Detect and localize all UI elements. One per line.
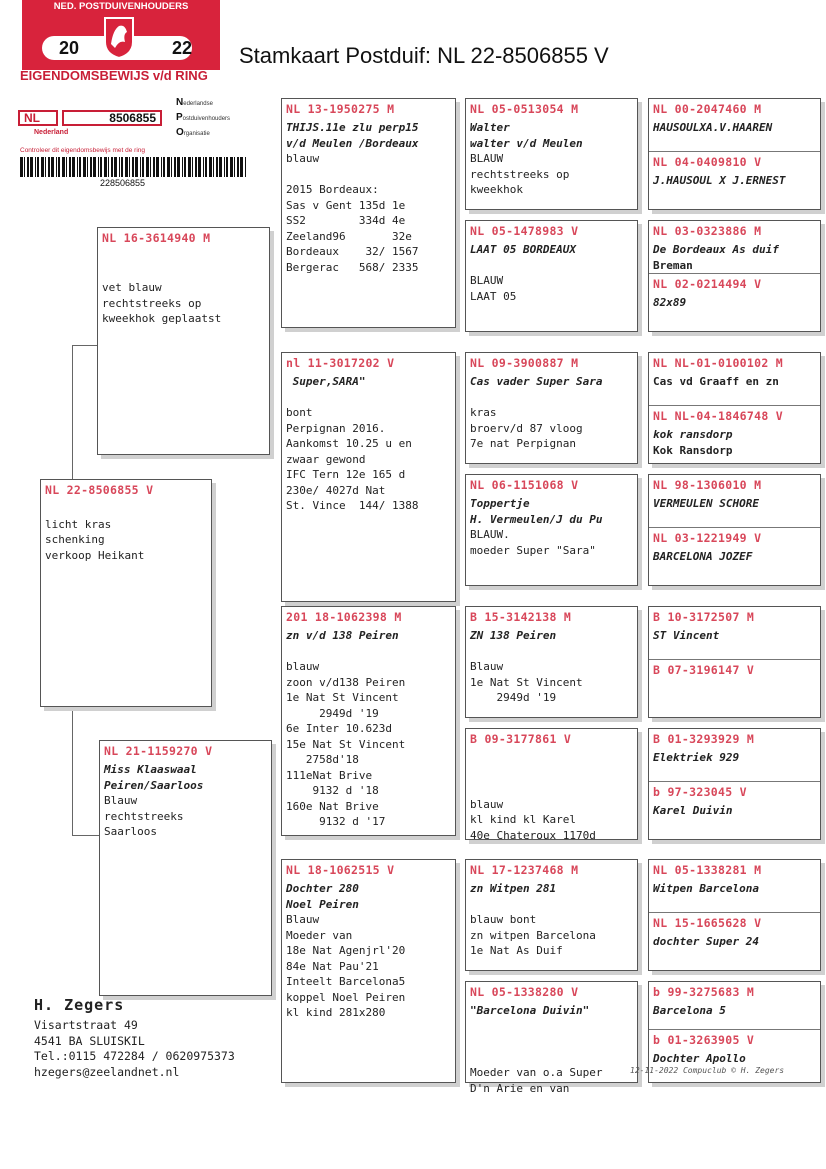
breeder-email: hzegers@zeelandnet.nl — [34, 1064, 180, 1079]
pigeon-note: zoon v/d138 Peiren — [286, 675, 406, 689]
pedigree-card-ss — [281, 98, 456, 328]
pedigree-card-g1 — [648, 98, 821, 210]
card-half-top — [649, 475, 820, 512]
pigeon-note: IFC Tern 12e 165 d — [286, 468, 406, 481]
pigeon-note: zn witpen Barcelona — [470, 928, 596, 942]
card-half-bot — [649, 405, 820, 458]
pigeon-name: Barcelona 5 — [653, 1004, 726, 1017]
barcode-bar — [114, 157, 117, 177]
pigeon-note — [466, 1050, 637, 1066]
pigeon-name: J.HAUSOUL X J.ERNEST — [653, 174, 786, 187]
card-half-bot — [649, 912, 820, 950]
ring-number: NL 06-1151068 V — [470, 478, 579, 492]
pigeon-name: walter v/d Meulen — [470, 136, 583, 150]
pigeon-note: koppel Noel Peiren — [286, 990, 406, 1004]
pigeon-name: v/d Meulen /Bordeaux — [286, 136, 419, 150]
barcode-bar — [79, 157, 81, 177]
pigeon-note — [98, 249, 269, 265]
card-half-top — [649, 729, 820, 766]
pigeon-note: 84e Nat Pau'21 — [286, 959, 379, 973]
pigeon-name: HAUSOULXA.V.HAAREN — [653, 121, 773, 134]
pigeon-name: ZN 138 Peiren — [470, 629, 557, 642]
ring-number: B 10-3172507 M — [653, 610, 755, 624]
pigeon-name: Miss Klaaswaal — [104, 763, 197, 776]
barcode-bar — [69, 157, 71, 177]
pedigree-card-g2 — [648, 220, 821, 332]
card-half-top — [649, 353, 820, 390]
sticker-org: NED. POSTDUIVENHOUDERS — [22, 0, 220, 14]
barcode-bar — [237, 157, 239, 177]
barcode — [20, 157, 246, 177]
barcode-bar — [35, 157, 36, 177]
pigeon-name-2: Cas vd Graaff en zn — [653, 375, 779, 388]
barcode-bar — [56, 157, 57, 177]
pigeon-note: rechtstreeks op — [102, 296, 202, 310]
pigeon-note — [466, 258, 637, 274]
ring-number: B 07-3196147 V — [653, 663, 755, 677]
barcode-bar — [62, 157, 65, 177]
barcode-bar — [192, 157, 193, 177]
connector-line — [72, 835, 100, 836]
ring-number: NL 02-0214494 V — [653, 277, 762, 291]
barcode-bar — [27, 157, 29, 177]
pigeon-note — [466, 1019, 637, 1035]
pigeon-note: broerv/d 87 vloog — [470, 421, 583, 435]
barcode-bar — [108, 157, 109, 177]
barcode-bar — [20, 157, 23, 177]
pigeon-name: ST Vincent — [653, 629, 720, 642]
barcode-bar — [230, 157, 233, 177]
pigeon-note: 6e Inter 10.623d — [286, 722, 392, 735]
ring-number: 201 18-1062398 M — [286, 610, 402, 624]
barcode-bar — [213, 157, 214, 177]
pigeon-note: 15e Nat St Vincent — [286, 737, 406, 751]
pigeon-name: Dochter Apollo — [653, 1052, 746, 1065]
pigeon-note: blauw — [470, 797, 504, 811]
barcode-bar — [150, 157, 151, 177]
connector-line — [72, 345, 98, 346]
breeder-phone: Tel.:0115 472284 / 0620975373 — [34, 1049, 235, 1063]
barcode-bar — [163, 157, 165, 177]
ring-number: NL 04-0409810 V — [653, 155, 762, 169]
barcode-bar — [24, 157, 25, 177]
ring-number: NL NL-01-0100102 M — [653, 356, 784, 370]
barcode-bar — [188, 157, 191, 177]
pigeon-note: 1e Nat St Vincent — [470, 675, 583, 689]
barcode-bar — [129, 157, 130, 177]
pigeon-note: kl kind kl Karel — [470, 813, 576, 826]
barcode-bar — [104, 157, 107, 177]
barcode-bar — [156, 157, 159, 177]
card-half-top — [649, 607, 820, 644]
pigeon-note: kweekhok geplaatst — [102, 312, 222, 325]
ownership-sticker — [4, 0, 244, 192]
pedigree-card-subject — [40, 479, 212, 707]
sticker-year-left: 20 — [59, 38, 80, 58]
pigeon-note: kras — [470, 406, 497, 419]
pigeon-note: rechtstreeks op — [470, 167, 570, 181]
ring-number: nl 11-3017202 V — [286, 356, 395, 370]
barcode-bar — [125, 157, 128, 177]
sticker-ring-number: 8506855 — [62, 110, 162, 126]
pigeon-name-2: Kok Ransdorp — [653, 443, 733, 457]
ring-number: NL 09-3900887 M — [470, 356, 579, 370]
pedigree-card-sds — [465, 352, 638, 464]
pedigree-card-ddd — [465, 981, 638, 1095]
pigeon-note: moeder Super "Sara" — [470, 543, 596, 557]
barcode-bar — [111, 157, 113, 177]
pigeon-name: LAAT 05 BORDEAUX — [470, 243, 576, 256]
barcode-bar — [177, 157, 180, 177]
barcode-bar — [90, 157, 92, 177]
pigeon-name: Witpen Barcelona — [653, 882, 759, 895]
barcode-bar — [121, 157, 123, 177]
barcode-bar — [140, 157, 141, 177]
pigeon-note: verkoop Heikant — [45, 548, 145, 562]
pigeon-note: 18e Nat Agenjrl'20 — [286, 944, 406, 957]
pigeon-note: BLAUW — [470, 274, 504, 287]
pigeon-name: BARCELONA JOZEF — [653, 550, 753, 563]
pigeon-note: Moeder van o.a Super — [470, 1066, 603, 1079]
barcode-bar — [209, 157, 212, 177]
pedigree-card-g5 — [648, 606, 821, 718]
ring-number: NL 05-0513054 M — [470, 102, 579, 116]
pigeon-note: Saarloos — [104, 825, 157, 838]
pedigree-card-g6 — [648, 728, 821, 840]
pigeon-note: blauw — [286, 152, 320, 165]
pigeon-note: BLAUW. — [470, 528, 510, 541]
ring-number: B 15-3142138 M — [470, 610, 572, 624]
pigeon-name: dochter Super 24 — [653, 935, 759, 948]
barcode-bar — [51, 157, 54, 177]
card-half-top — [649, 982, 820, 1019]
pedigree-card-dss — [465, 606, 638, 718]
pigeon-note — [466, 781, 637, 797]
pigeon-note: 111eNat Brive — [286, 768, 373, 782]
pigeon-note: Blauw — [104, 794, 138, 807]
pigeon-note: Perpignan 2016. — [286, 421, 386, 435]
ring-number: b 97-323045 V — [653, 785, 747, 799]
pedigree-card-dam — [99, 740, 272, 996]
ring-number: NL 05-1338281 M — [653, 863, 762, 877]
breeder-name: H. Zegers — [34, 996, 125, 1014]
ring-number: NL 03-0323886 M — [653, 224, 762, 238]
pigeon-note: 160e Nat Brive — [286, 799, 379, 813]
breeder-street: Visartstraat 49 — [34, 1018, 138, 1032]
pigeon-note: Aankomst 10.25 u en — [286, 437, 412, 450]
pigeon-name: zn v/d 138 Peiren — [286, 629, 399, 642]
pigeon-note: rechtstreeks — [104, 809, 184, 823]
pigeon-note: Sas v Gent 135d 1e — [286, 198, 406, 212]
barcode-bar — [234, 157, 235, 177]
pigeon-name: Noel Peiren — [286, 897, 359, 911]
ring-number: NL 16-3614940 M — [102, 231, 211, 245]
pigeon-name-2: Breman — [653, 258, 693, 272]
barcode-bar — [245, 157, 246, 177]
card-half-bot — [649, 781, 820, 819]
pigeon-note: Bordeaux 32/ 1567 — [286, 245, 419, 258]
pigeon-name: Dochter 280 — [286, 882, 359, 895]
barcode-bar — [174, 157, 176, 177]
pigeon-note: Moeder van — [286, 928, 353, 942]
pigeon-name: Walter — [470, 121, 510, 134]
ring-number: NL 00-2047460 M — [653, 102, 762, 116]
barcode-bar — [77, 157, 78, 177]
barcode-bar — [66, 157, 67, 177]
pigeon-note: 2949d '19 — [470, 691, 557, 704]
pedigree-card-sd — [281, 352, 456, 602]
sticker-year-right: 22 — [172, 38, 193, 58]
pigeon-name: Elektriek 929 — [653, 751, 740, 764]
barcode-bar — [240, 157, 243, 177]
ring-number: NL 21-1159270 V — [104, 744, 213, 758]
ring-number: NL NL-04-1846748 V — [653, 409, 784, 423]
barcode-bar — [45, 157, 46, 177]
pigeon-note — [466, 897, 637, 913]
barcode-bar — [205, 157, 207, 177]
pigeon-note: 2758d'18 — [286, 753, 359, 766]
ring-number: B 09-3177861 V — [470, 732, 572, 746]
ring-number: NL 22-8506855 V — [45, 483, 154, 497]
pedigree-card-dds — [465, 859, 638, 971]
sticker-doc-title: EIGENDOMSBEWIJS v/d RING — [20, 68, 208, 83]
pigeon-note — [282, 390, 455, 406]
barcode-bar — [184, 157, 186, 177]
barcode-bar — [30, 157, 33, 177]
card-half-bot — [649, 1029, 820, 1067]
ring-number: NL 13-1950275 M — [286, 102, 395, 116]
ring-number: b 99-3275683 M — [653, 985, 755, 999]
pigeon-note: St. Vince 144/ 1388 — [286, 499, 419, 512]
barcode-bar — [87, 157, 88, 177]
barcode-bar — [135, 157, 138, 177]
pigeon-note: 7e nat Perpignan — [470, 437, 576, 450]
ring-number: NL 18-1062515 V — [286, 863, 395, 877]
pigeon-note: licht kras — [45, 517, 112, 531]
pigeon-note: 230e/ 4027d Nat — [286, 483, 386, 497]
barcode-bar — [203, 157, 204, 177]
pigeon-note: 9132 d '18 — [286, 784, 379, 797]
pigeon-name: Cas vader Super Sara — [470, 375, 603, 388]
footer-stamp: 12-11-2022 Compuclub © H. Zegers — [630, 1066, 785, 1075]
pigeon-note: Zeeland96 32e — [286, 229, 412, 243]
pigeon-note: 40e Chateroux 1170d — [470, 828, 596, 842]
pigeon-note: Blauw — [470, 660, 504, 673]
barcode-bar — [146, 157, 149, 177]
pedigree-card-dsd — [465, 728, 638, 840]
pedigree-card-dd — [281, 859, 456, 1083]
sticker-control-text: Controleer dit eigendomsbewijs met de ring — [20, 147, 146, 154]
card-half-bot — [649, 659, 820, 681]
pedigree-card-g7 — [648, 859, 821, 971]
pigeon-note: kweekhok — [470, 183, 523, 196]
pigeon-note — [98, 265, 269, 281]
pigeon-note: D'n Arie en van — [470, 1081, 570, 1095]
barcode-bar — [132, 157, 134, 177]
sticker-nederland: Nederland — [34, 129, 69, 136]
pigeon-note: 2949d '19 — [286, 706, 379, 720]
pigeon-note: LAAT 05 — [470, 289, 517, 303]
breeder-info — [34, 996, 235, 1080]
pigeon-name: De Bordeaux As duif — [653, 243, 779, 256]
pigeon-note: bont — [286, 406, 313, 419]
barcode-bar — [171, 157, 172, 177]
pedigree-card-g4 — [648, 474, 821, 586]
card-half-top — [649, 99, 820, 136]
pigeon-note: Blauw — [286, 913, 320, 926]
pigeon-note: 9132 d '17 — [286, 815, 386, 828]
sticker-npo-logo: Nederlandse Postduivenhouders Organisatie — [176, 97, 231, 138]
card-half-bot — [649, 527, 820, 565]
pigeon-note: blauw bont — [470, 913, 537, 926]
pigeon-note — [466, 390, 637, 406]
pigeon-name: THIJS.11e zlu perp15 — [286, 121, 419, 134]
pigeon-note: blauw — [286, 660, 320, 673]
pedigree-card-sss — [465, 98, 638, 210]
pedigree-card-sdd — [465, 474, 638, 586]
pigeon-note: Inteelt Barcelona5 — [286, 975, 406, 988]
ring-number: B 01-3293929 M — [653, 732, 755, 746]
barcode-bar — [72, 157, 75, 177]
ring-number: NL 15-1665628 V — [653, 916, 762, 930]
barcode-bar — [226, 157, 228, 177]
barcode-bar — [195, 157, 197, 177]
pigeon-note: zwaar gewond — [286, 452, 366, 466]
lion-crest-icon — [99, 14, 139, 60]
barcode-bar — [198, 157, 201, 177]
pigeon-name: Super,SARA" — [286, 375, 366, 388]
breeder-city: 4541 BA SLUISKIL — [34, 1033, 145, 1048]
barcode-bar — [153, 157, 155, 177]
ring-number: NL 98-1306010 M — [653, 478, 762, 492]
card-half-top — [649, 221, 820, 273]
pigeon-note — [282, 644, 455, 660]
barcode-bar — [224, 157, 225, 177]
pedigree-card-sire — [97, 227, 270, 455]
pigeon-note — [41, 501, 211, 517]
pigeon-note — [466, 1034, 637, 1050]
barcode-bar — [182, 157, 183, 177]
pigeon-note: Bergerac 568/ 2335 — [286, 260, 419, 274]
barcode-bar — [167, 157, 170, 177]
barcode-bar — [93, 157, 96, 177]
barcode-bar — [83, 157, 86, 177]
pigeon-note: BLAUW — [470, 152, 504, 165]
barcode-number: 228506855 — [100, 178, 146, 188]
barcode-bar — [41, 157, 44, 177]
page-title: Stamkaart Postduif: NL 22-8506855 V — [239, 43, 609, 68]
pigeon-note: schenking — [45, 533, 105, 546]
barcode-bar — [48, 157, 50, 177]
ring-number: NL 17-1237468 M — [470, 863, 579, 877]
pigeon-name: 82x89 — [653, 296, 687, 309]
barcode-bar — [161, 157, 162, 177]
pigeon-note — [466, 644, 637, 660]
barcode-bar — [58, 157, 60, 177]
pigeon-name: "Barcelona Duivin" — [470, 1004, 590, 1017]
pigeon-name: Toppertje — [470, 497, 530, 510]
pigeon-note: kl kind 281x280 — [286, 1006, 386, 1019]
pedigree-card-ds — [281, 606, 456, 836]
pigeon-note: 2015 Bordeaux: — [286, 183, 379, 196]
ring-number: NL 05-1478983 V — [470, 224, 579, 238]
barcode-bar — [219, 157, 222, 177]
barcode-bar — [216, 157, 218, 177]
pigeon-name: H. Vermeulen/J du Pu — [470, 512, 603, 526]
pigeon-name: VERMEULEN SCHORE — [653, 497, 759, 510]
card-half-bot — [649, 151, 820, 189]
card-half-top — [649, 860, 820, 897]
card-half-bot — [649, 273, 820, 311]
barcode-bar — [119, 157, 120, 177]
pigeon-note: 1e Nat As Duif — [470, 944, 563, 957]
pigeon-name: Karel Duivin — [653, 804, 733, 817]
pigeon-name: Peiren/Saarloos — [104, 778, 204, 792]
barcode-bar — [37, 157, 39, 177]
barcode-bar — [98, 157, 99, 177]
pigeon-note: 1e Nat St Vincent — [286, 691, 399, 704]
pigeon-note — [466, 750, 637, 766]
barcode-bar — [100, 157, 102, 177]
pedigree-card-ssd — [465, 220, 638, 332]
pigeon-name: kok ransdorp — [653, 428, 733, 441]
pigeon-note — [282, 167, 455, 183]
ring-number: NL 03-1221949 V — [653, 531, 762, 545]
pigeon-note: SS2 334d 4e — [286, 214, 406, 227]
pedigree-card-g3 — [648, 352, 821, 464]
pigeon-note: vet blauw — [102, 281, 162, 294]
ring-number: NL 05-1338280 V — [470, 985, 579, 999]
pigeon-name: zn Witpen 281 — [470, 882, 557, 895]
ring-number: b 01-3263905 V — [653, 1033, 755, 1047]
sticker-country: NL — [18, 110, 58, 126]
barcode-bar — [142, 157, 144, 177]
pigeon-note — [466, 766, 637, 782]
